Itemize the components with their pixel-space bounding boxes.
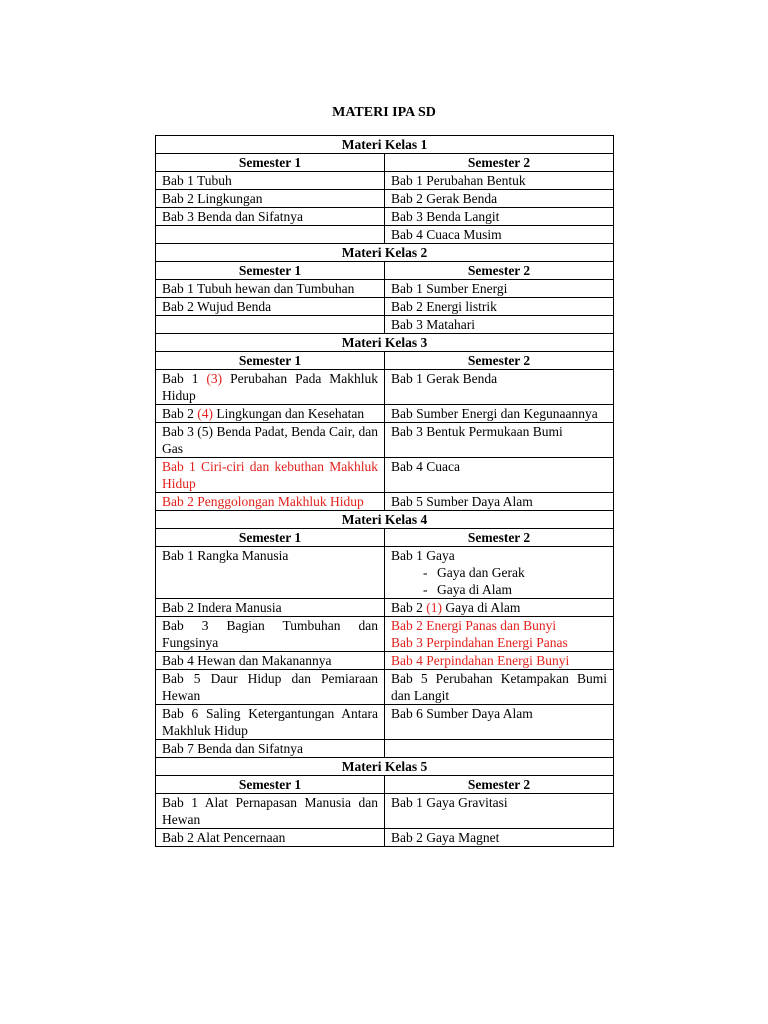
semester-1-header: Semester 1 [156,529,385,547]
table-cell: Bab 5 Daur Hidup dan Pemiaraan Hewan [156,670,385,705]
table-cell-empty [385,740,614,758]
semester-2-header: Semester 2 [385,154,614,172]
table-cell: Bab 5 Perubahan Ketampakan Bumi dan Langit [385,670,614,705]
kelas-heading-row [156,758,614,776]
table-row [156,190,614,208]
table-row [156,172,614,190]
kelas-heading: Materi Kelas 4 [156,511,614,529]
kelas-heading: Materi Kelas 3 [156,334,614,352]
cell-text: Bab 2 [391,600,427,615]
table-row [156,458,614,493]
table-cell: Bab 5 Sumber Daya Alam [385,493,614,511]
semester-header-row [156,776,614,794]
table-cell-empty [156,226,385,244]
table-cell [156,370,385,405]
cell-text: Bab 2 Energi Panas dan Bunyi [391,618,557,633]
table-cell: Bab 3 Benda dan Sifatnya [156,208,385,226]
cell-text: Bab 2 [162,406,198,421]
table-cell: Bab 4 Cuaca Musim [385,226,614,244]
table-row [156,740,614,758]
table-cell-red: Bab 2 Penggolongan Makhluk Hidup [156,493,385,511]
cell-text: Gaya di Alam [442,600,521,615]
table-row [156,423,614,458]
table-row [156,547,614,599]
list-item: - Gaya dan Gerak [423,564,607,581]
semester-header-row [156,262,614,280]
red-number: (1) [426,600,442,615]
table-cell: Bab 1 Rangka Manusia [156,547,385,599]
table-cell [385,547,614,599]
kelas-heading-row [156,244,614,262]
cell-text: Bab 1 Gaya [391,548,455,563]
table-row [156,794,614,829]
table-row [156,705,614,740]
red-number: (3) [206,371,223,386]
table-cell: Bab 1 Gaya Gravitasi [385,794,614,829]
semester-2-header: Semester 2 [385,352,614,370]
table-cell: Bab 1 Sumber Energi [385,280,614,298]
cell-text: Lingkungan dan Kesehatan [213,406,365,421]
table-cell-red: Bab 4 Perpindahan Energi Bunyi [385,652,614,670]
semester-header-row [156,154,614,172]
kelas-heading: Materi Kelas 5 [156,758,614,776]
table-cell-red: Bab 1 Ciri-ciri dan kebuthan Makhluk Hidup [156,458,385,493]
table-cell: Bab 2 Wujud Benda [156,298,385,316]
table-cell-red [385,617,614,652]
table-cell: Bab 1 Gerak Benda [385,370,614,405]
semester-1-header: Semester 1 [156,776,385,794]
table-cell: Bab Sumber Energi dan Kegunaannya [385,405,614,423]
list-item: - Gaya di Alam [423,581,607,598]
table-cell: Bab 2 Alat Pencernaan [156,829,385,847]
table-cell: Bab 1 Alat Pernapasan Manusia dan Hewan [156,794,385,829]
table-cell [156,405,385,423]
sub-list [391,564,607,598]
table-cell: Bab 4 Cuaca [385,458,614,493]
table-cell: Bab 3 Benda Langit [385,208,614,226]
kelas-heading: Materi Kelas 2 [156,244,614,262]
document-title: MATERI IPA SD [332,105,436,120]
semester-1-header: Semester 1 [156,154,385,172]
cell-text: Bab 1 [162,371,207,386]
red-number: (4) [197,406,213,421]
table-cell: Bab 3 Matahari [385,316,614,334]
table-row [156,298,614,316]
semester-2-header: Semester 2 [385,776,614,794]
semester-1-header: Semester 1 [156,352,385,370]
semester-1-header: Semester 1 [156,262,385,280]
table-row [156,652,614,670]
table-cell: Bab 2 Energi listrik [385,298,614,316]
table-cell: Bab 1 Perubahan Bentuk [385,172,614,190]
table-cell: Bab 1 Tubuh [156,172,385,190]
materi-table [155,135,614,847]
table-cell-empty [156,316,385,334]
semester-2-header: Semester 2 [385,529,614,547]
table-row [156,370,614,405]
semester-header-row [156,529,614,547]
table-cell: Bab 6 Sumber Daya Alam [385,705,614,740]
table-row [156,670,614,705]
kelas-heading-row [156,136,614,154]
table-cell: Bab 3 (5) Benda Padat, Benda Cair, dan Gas [156,423,385,458]
cell-text: Perubahan Pada Makhluk Hidup [162,371,379,403]
table-cell: Bab 2 Gerak Benda [385,190,614,208]
table-row [156,405,614,423]
table-cell: Bab 1 Tubuh hewan dan Tumbuhan [156,280,385,298]
table-row [156,316,614,334]
table-cell [385,599,614,617]
table-cell: Bab 2 Indera Manusia [156,599,385,617]
table-cell: Bab 4 Hewan dan Makanannya [156,652,385,670]
table-cell: Bab 2 Gaya Magnet [385,829,614,847]
table-cell: Bab 3 Bagian Tumbuhan dan Fungsinya [156,617,385,652]
table-row [156,493,614,511]
table-row [156,226,614,244]
table-cell: Bab 6 Saling Ketergantungan Antara Makhluk Hidup [156,705,385,740]
table-row [156,599,614,617]
kelas-heading-row [156,511,614,529]
kelas-heading: Materi Kelas 1 [156,136,614,154]
table-row [156,617,614,652]
table-cell: Bab 3 Bentuk Permukaan Bumi [385,423,614,458]
table-cell: Bab 7 Benda dan Sifatnya [156,740,385,758]
cell-text: Bab 3 Perpindahan Energi Panas [391,635,568,650]
table-row [156,208,614,226]
semester-2-header: Semester 2 [385,262,614,280]
table-row [156,829,614,847]
kelas-heading-row [156,334,614,352]
table-cell: Bab 2 Lingkungan [156,190,385,208]
table-row [156,280,614,298]
semester-header-row [156,352,614,370]
